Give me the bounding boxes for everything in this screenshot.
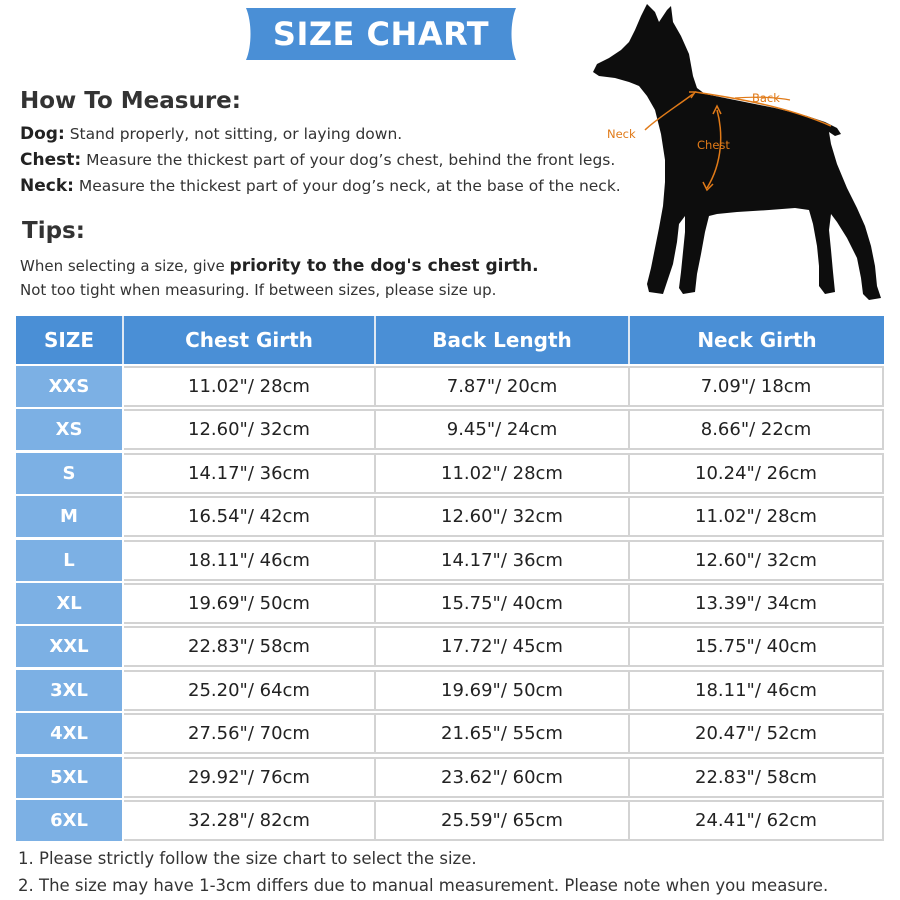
cell-size: M bbox=[16, 496, 124, 537]
cell-size: 3XL bbox=[16, 670, 124, 711]
header-chest-girth: Chest Girth bbox=[124, 316, 376, 364]
diagram-label-chest: Chest bbox=[697, 138, 730, 152]
table-row bbox=[16, 409, 884, 450]
tips-heading: Tips: bbox=[22, 218, 85, 244]
table-row bbox=[16, 496, 884, 537]
measure-dog-line bbox=[20, 124, 402, 144]
measure-neck-label: Neck: bbox=[20, 176, 74, 196]
cell-back-length: 9.45"/ 24cm bbox=[376, 409, 630, 450]
tip-line-1-bold: priority to the dog's chest girth. bbox=[229, 256, 539, 276]
diagram-label-back: Back bbox=[752, 91, 780, 105]
cell-chest-girth: 27.56"/ 70cm bbox=[124, 713, 376, 754]
cell-chest-girth: 29.92"/ 76cm bbox=[124, 757, 376, 798]
cell-neck-girth: 18.11"/ 46cm bbox=[630, 670, 884, 711]
cell-neck-girth: 22.83"/ 58cm bbox=[630, 757, 884, 798]
header-back-length: Back Length bbox=[376, 316, 630, 364]
cell-size: XS bbox=[16, 409, 124, 450]
table-row bbox=[16, 453, 884, 494]
cell-chest-girth: 14.17"/ 36cm bbox=[124, 453, 376, 494]
cell-back-length: 11.02"/ 28cm bbox=[376, 453, 630, 494]
cell-chest-girth: 25.20"/ 64cm bbox=[124, 670, 376, 711]
table-row bbox=[16, 583, 884, 624]
cell-chest-girth: 19.69"/ 50cm bbox=[124, 583, 376, 624]
cell-size: XXS bbox=[16, 366, 124, 407]
cell-back-length: 19.69"/ 50cm bbox=[376, 670, 630, 711]
cell-neck-girth: 12.60"/ 32cm bbox=[630, 540, 884, 581]
cell-neck-girth: 7.09"/ 18cm bbox=[630, 366, 884, 407]
cell-size: XXL bbox=[16, 626, 124, 667]
cell-neck-girth: 11.02"/ 28cm bbox=[630, 496, 884, 537]
table-row bbox=[16, 626, 884, 667]
measure-chest-line bbox=[20, 150, 615, 170]
cell-back-length: 17.72"/ 45cm bbox=[376, 626, 630, 667]
cell-size: 4XL bbox=[16, 713, 124, 754]
measure-dog-label: Dog: bbox=[20, 124, 65, 144]
measure-neck-text: Measure the thickest part of your dog’s neck, at the base of the neck. bbox=[73, 177, 621, 195]
cell-chest-girth: 32.28"/ 82cm bbox=[124, 800, 376, 841]
cell-back-length: 14.17"/ 36cm bbox=[376, 540, 630, 581]
table-row bbox=[16, 757, 884, 798]
cell-size: S bbox=[16, 453, 124, 494]
table-row bbox=[16, 713, 884, 754]
tip-line-2: Not too tight when measuring. If between sizes, please size up. bbox=[20, 281, 497, 299]
note-2: 2. The size may have 1-3cm differs due to manual measurement. Please note when you measure. bbox=[18, 876, 829, 895]
note-1: 1. Please strictly follow the size chart to select the size. bbox=[18, 849, 477, 868]
cell-chest-girth: 22.83"/ 58cm bbox=[124, 626, 376, 667]
cell-size: XL bbox=[16, 583, 124, 624]
measure-dog-text: Stand properly, not sitting, or laying down. bbox=[64, 125, 403, 143]
measure-neck-line bbox=[20, 176, 621, 196]
cell-chest-girth: 18.11"/ 46cm bbox=[124, 540, 376, 581]
header-size: SIZE bbox=[16, 316, 124, 364]
cell-back-length: 21.65"/ 55cm bbox=[376, 713, 630, 754]
header-neck-girth: Neck Girth bbox=[697, 328, 817, 352]
cell-size: 6XL bbox=[16, 800, 124, 841]
table-body bbox=[16, 366, 884, 841]
title-banner bbox=[240, 4, 522, 64]
page-title: SIZE CHART bbox=[272, 15, 490, 53]
tip-line-1-prefix: When selecting a size, give bbox=[20, 257, 230, 275]
dog-body-shape bbox=[593, 4, 881, 300]
table-row bbox=[16, 366, 884, 407]
size-chart-table bbox=[16, 316, 884, 841]
cell-neck-girth: 10.24"/ 26cm bbox=[630, 453, 884, 494]
how-to-measure-heading: How To Measure: bbox=[20, 88, 241, 114]
cell-back-length: 12.60"/ 32cm bbox=[376, 496, 630, 537]
measure-chest-label: Chest: bbox=[20, 150, 82, 170]
dog-silhouette-illustration bbox=[585, 2, 885, 302]
cell-chest-girth: 16.54"/ 42cm bbox=[124, 496, 376, 537]
cell-back-length: 7.87"/ 20cm bbox=[376, 366, 630, 407]
cell-back-length: 23.62"/ 60cm bbox=[376, 757, 630, 798]
cell-neck-girth: 13.39"/ 34cm bbox=[630, 583, 884, 624]
cell-back-length: 15.75"/ 40cm bbox=[376, 583, 630, 624]
table-row bbox=[16, 800, 884, 841]
cell-neck-girth: 15.75"/ 40cm bbox=[630, 626, 884, 667]
cell-size: L bbox=[16, 540, 124, 581]
table-row bbox=[16, 540, 884, 581]
cell-size: 5XL bbox=[16, 757, 124, 798]
cell-chest-girth: 11.02"/ 28cm bbox=[124, 366, 376, 407]
tip-line-1 bbox=[20, 256, 539, 276]
measure-chest-text: Measure the thickest part of your dog’s chest, behind the front legs. bbox=[81, 151, 616, 169]
cell-neck-girth: 20.47"/ 52cm bbox=[630, 713, 884, 754]
cell-neck-girth: 8.66"/ 22cm bbox=[630, 409, 884, 450]
table-row bbox=[16, 670, 884, 711]
diagram-label-neck: Neck bbox=[607, 127, 636, 141]
table-header-row bbox=[16, 316, 884, 364]
cell-back-length: 25.59"/ 65cm bbox=[376, 800, 630, 841]
cell-neck-girth: 24.41"/ 62cm bbox=[630, 800, 884, 841]
cell-chest-girth: 12.60"/ 32cm bbox=[124, 409, 376, 450]
